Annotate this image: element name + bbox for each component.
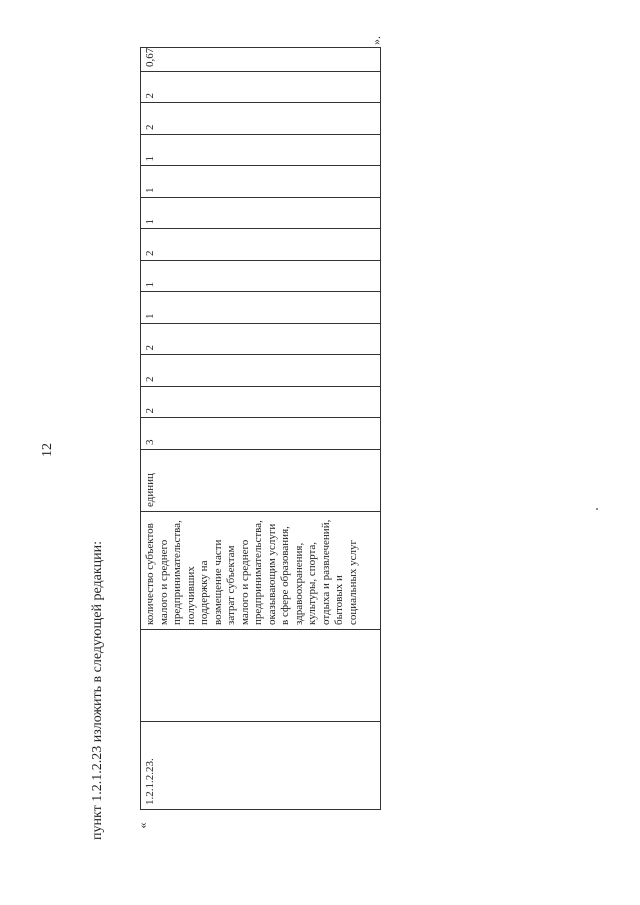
value-cell: 2 bbox=[141, 324, 381, 356]
value-cell: 3 bbox=[141, 418, 381, 450]
opening-quote: « bbox=[135, 822, 150, 829]
blank-cell bbox=[141, 630, 381, 722]
indicator-cell: количество субъектов малого и среднего предпринимательства, получивших поддержку на возмещение части затрат субъектам малого и среднего предпринимательства, оказывающим услуги в сфере образования, здравоохранения, культуры, спорта, отдыха и развлечений, бытовых и социальных услуг bbox=[141, 512, 381, 630]
table-row bbox=[141, 48, 381, 810]
value-cell: 2 bbox=[141, 72, 381, 104]
value-cell: 2 bbox=[141, 103, 381, 135]
scan-speck bbox=[596, 508, 598, 510]
value-cell: 2 bbox=[141, 355, 381, 387]
intro-text: пункт 1.2.1.2.23 изложить в следующей редакции: bbox=[90, 541, 105, 840]
value-cell: 2 bbox=[141, 387, 381, 419]
value-cell: 1 bbox=[141, 135, 381, 167]
value-cell: 1 bbox=[141, 261, 381, 293]
value-cell: 1 bbox=[141, 198, 381, 230]
value-cell: 1 bbox=[141, 166, 381, 198]
closing-quote: ». bbox=[369, 36, 383, 45]
page-number: 12 bbox=[40, 443, 55, 457]
value-cell: 1 bbox=[141, 292, 381, 324]
amendment-table bbox=[140, 48, 381, 810]
unit-cell: единиц bbox=[141, 450, 381, 512]
row-number-cell: 1.2.1.2.23. bbox=[141, 722, 381, 810]
value-cell: 0,67 bbox=[141, 48, 381, 72]
value-cell: 2 bbox=[141, 229, 381, 261]
